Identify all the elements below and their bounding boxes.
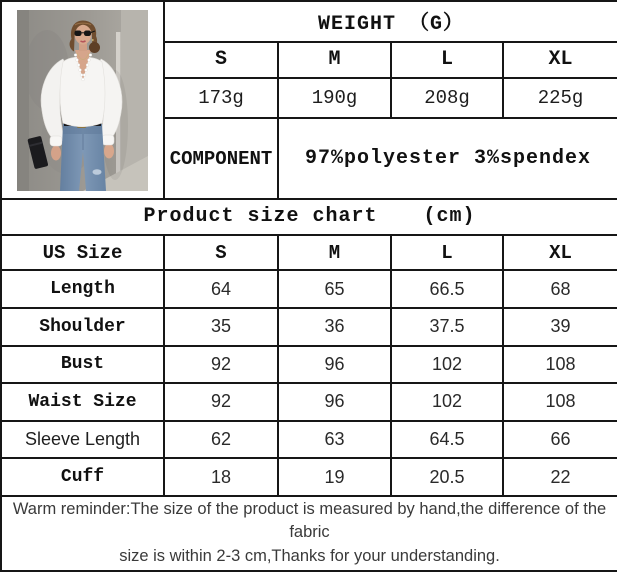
table-row-length bbox=[1, 270, 617, 308]
warm-reminder-line1: Warm reminder:The size of the product is measured by hand,the difference of the fabric bbox=[12, 499, 607, 542]
cell-value: 64 bbox=[164, 270, 278, 308]
cell-value: 108 bbox=[503, 383, 617, 421]
cell-value: 37.5 bbox=[391, 308, 503, 346]
cell-value: 18 bbox=[164, 458, 278, 496]
cell-value: 68 bbox=[503, 270, 617, 308]
component-label: COMPONENT bbox=[164, 118, 278, 199]
cell-value: 39 bbox=[503, 308, 617, 346]
cell-value: 102 bbox=[391, 383, 503, 421]
row-label: Waist Size bbox=[1, 383, 164, 421]
weight-size-l: L bbox=[391, 42, 503, 79]
cell-value: 92 bbox=[164, 346, 278, 384]
size-chart-header-row bbox=[1, 235, 617, 271]
weight-size-xl: XL bbox=[503, 42, 617, 79]
weight-size-s: S bbox=[164, 42, 278, 79]
weight-value-s: 173g bbox=[164, 78, 278, 118]
table-row-sleeve bbox=[1, 421, 617, 459]
cell-value: 66 bbox=[503, 421, 617, 459]
weight-value-l: 208g bbox=[391, 78, 503, 118]
cell-value: 96 bbox=[278, 383, 391, 421]
product-photo bbox=[17, 10, 148, 191]
warm-reminder-line2: size is within 2-3 cm,Thanks for your understanding. bbox=[119, 547, 500, 566]
cell-value: 35 bbox=[164, 308, 278, 346]
cell-value: 64.5 bbox=[391, 421, 503, 459]
col-header-xl: XL bbox=[503, 235, 617, 271]
size-chart-title: Product size chart bbox=[143, 205, 378, 229]
cell-value: 62 bbox=[164, 421, 278, 459]
weight-value-m: 190g bbox=[278, 78, 391, 118]
weight-table-title: WEIGHT （G） bbox=[164, 1, 617, 42]
col-header-l: L bbox=[391, 235, 503, 271]
row-label: Bust bbox=[1, 346, 164, 384]
cell-value: 108 bbox=[503, 346, 617, 384]
row-label: Cuff bbox=[1, 458, 164, 496]
table-row-waist bbox=[1, 383, 617, 421]
cell-value: 36 bbox=[278, 308, 391, 346]
cell-value: 22 bbox=[503, 458, 617, 496]
size-chart-unit: (cm) bbox=[423, 205, 476, 229]
row-label: Sleeve Length bbox=[1, 421, 164, 459]
row-label: Length bbox=[1, 270, 164, 308]
cell-value: 19 bbox=[278, 458, 391, 496]
product-photo-cell bbox=[1, 1, 164, 199]
cell-value: 20.5 bbox=[391, 458, 503, 496]
table-row-cuff bbox=[1, 458, 617, 496]
table-row-shoulder bbox=[1, 308, 617, 346]
weight-size-m: M bbox=[278, 42, 391, 79]
warm-reminder bbox=[1, 496, 617, 571]
weight-value-xl: 225g bbox=[503, 78, 617, 118]
cell-value: 63 bbox=[278, 421, 391, 459]
cell-value: 92 bbox=[164, 383, 278, 421]
size-chart-title-cell bbox=[1, 199, 617, 235]
cell-value: 96 bbox=[278, 346, 391, 384]
col-header-m: M bbox=[278, 235, 391, 271]
cell-value: 66.5 bbox=[391, 270, 503, 308]
cell-value: 65 bbox=[278, 270, 391, 308]
table-row-bust bbox=[1, 346, 617, 384]
col-header-s: S bbox=[164, 235, 278, 271]
col-header-us-size: US Size bbox=[1, 235, 164, 271]
cell-value: 102 bbox=[391, 346, 503, 384]
row-label: Shoulder bbox=[1, 308, 164, 346]
component-value: 97%polyester 3%spendex bbox=[278, 118, 617, 199]
